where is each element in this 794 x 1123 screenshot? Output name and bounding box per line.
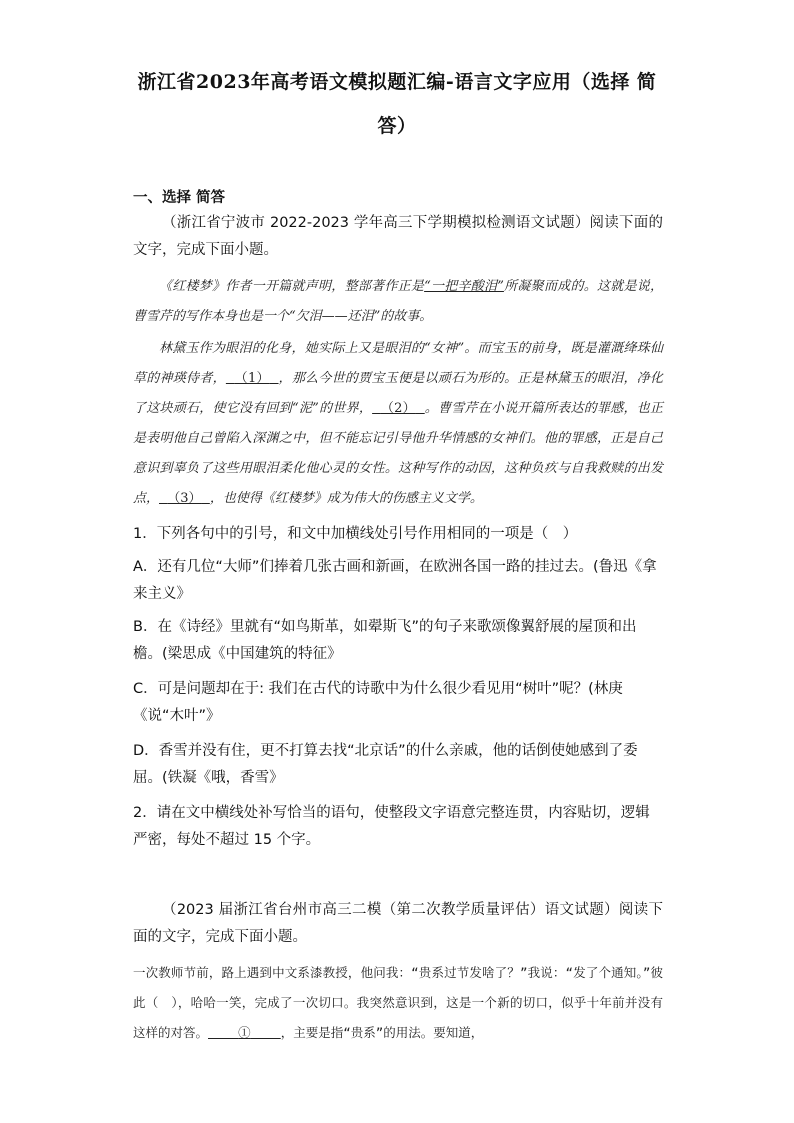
question-1-option-b: B．在《诗经》里就有“如鸟斯革，如翚斯飞”的句子来歌颂像翼舒展的屋顶和出檐。(梁思成《中国建筑的特征》 [133, 619, 637, 662]
question-2: 2．请在文中横线处补写恰当的语句，使整段文字语意完整连贯，内容贴切，逻辑严密，每处不超过 15 个字。 [133, 805, 650, 848]
passage-text: ，主要是指“贵系”的用法。要知道， [280, 1025, 484, 1040]
passage-2 [133, 958, 663, 1048]
blank-2: （2） [380, 401, 416, 416]
section-heading: 一、选择 简答 [133, 190, 226, 206]
passage-text: ，也使得《红楼梦》成为伟大的伤感主义文学。 [209, 491, 483, 506]
question-1-option-c: C．可是问题却在于: 我们在古代的诗歌中为什么很少看见用“树叶”呢？(林庚《说“木叶”》 [133, 681, 623, 724]
underlined-quote: “一把辛酸泪” [424, 279, 504, 294]
question-1: 1．下列各句中的引号，和文中加横线处引号作用相同的一项是（ ） [133, 526, 578, 542]
title-line-1: 浙江省2023年高考语文模拟题汇编-语言文字应用（选择 简 [137, 71, 657, 93]
question-1-option-a: A．还有几位“大师”们捧着几张古画和新画，在欧洲各国一路的挂过去。(鲁迅《拿来主义》 [133, 559, 657, 602]
passage-1-paragraph-1 [133, 272, 663, 332]
passage-1-paragraph-2 [133, 334, 663, 514]
intro-paragraph-2: （2023 届浙江省台州市高三二模（第二次教学质量评估）语文试题）阅读下面的文字，完成下面小题。 [133, 902, 663, 945]
blank-1: （1） [234, 371, 270, 386]
question-1-option-d: D．香雪并没有住，更不打算去找“北京话”的什么亲戚，他的话倒使她感到了委屈。(铁凝《哦，香雪》 [133, 743, 638, 786]
passage-text: 一次教师节前，路上遇到中文系漆教授，他问我：“贵系过节发啥了？”我说：“发了个通知。”彼此（ ），哈哈一笑，完成了一次切口。我突然意识到，这是一个新的切口，似乎十年前并没有这样的对答。 [133, 965, 663, 1040]
passage-text: ，那么今世的贾宝玉便是以顽石为形的。正是林黛玉的眼泪，净化了这块顽石，使它没有回到“泥”的世界， [133, 371, 663, 416]
passage-text: 所凝聚而成的。这就是说，曹雪芹的写作本身也是一个“欠泪——还泪”的故事。 [133, 279, 663, 324]
passage-text: 林黛玉作为眼泪的化身，她实际上又是眼泪的“女神”。而宝玉的前身，既是灌溉绛珠仙草的神瑛侍者， [133, 341, 663, 386]
blank-circle-1: ① [238, 1025, 251, 1040]
blank-3: （3） [167, 491, 202, 506]
passage-text: 《红楼梦》作者一开篇就声明，整部著作正是 [159, 279, 425, 294]
document-title [130, 60, 664, 148]
passage-text: 。曹雪芹在小说开篇所表达的罪感，也正是表明他自己曾陷入深渊之中，但不能忘记引导他升华情感的女神们。他的罪感，正是自己意识到辜负了这些用眼泪柔化他心灵的女性。这种写作的动因，这种负疚与自我救赎的出发点， [133, 401, 664, 506]
title-line-2: 答） [377, 115, 417, 137]
intro-paragraph-1: （浙江省宁波市 2022-2023 学年高三下学期模拟检测语文试题）阅读下面的文字，完成下面小题。 [133, 215, 663, 258]
